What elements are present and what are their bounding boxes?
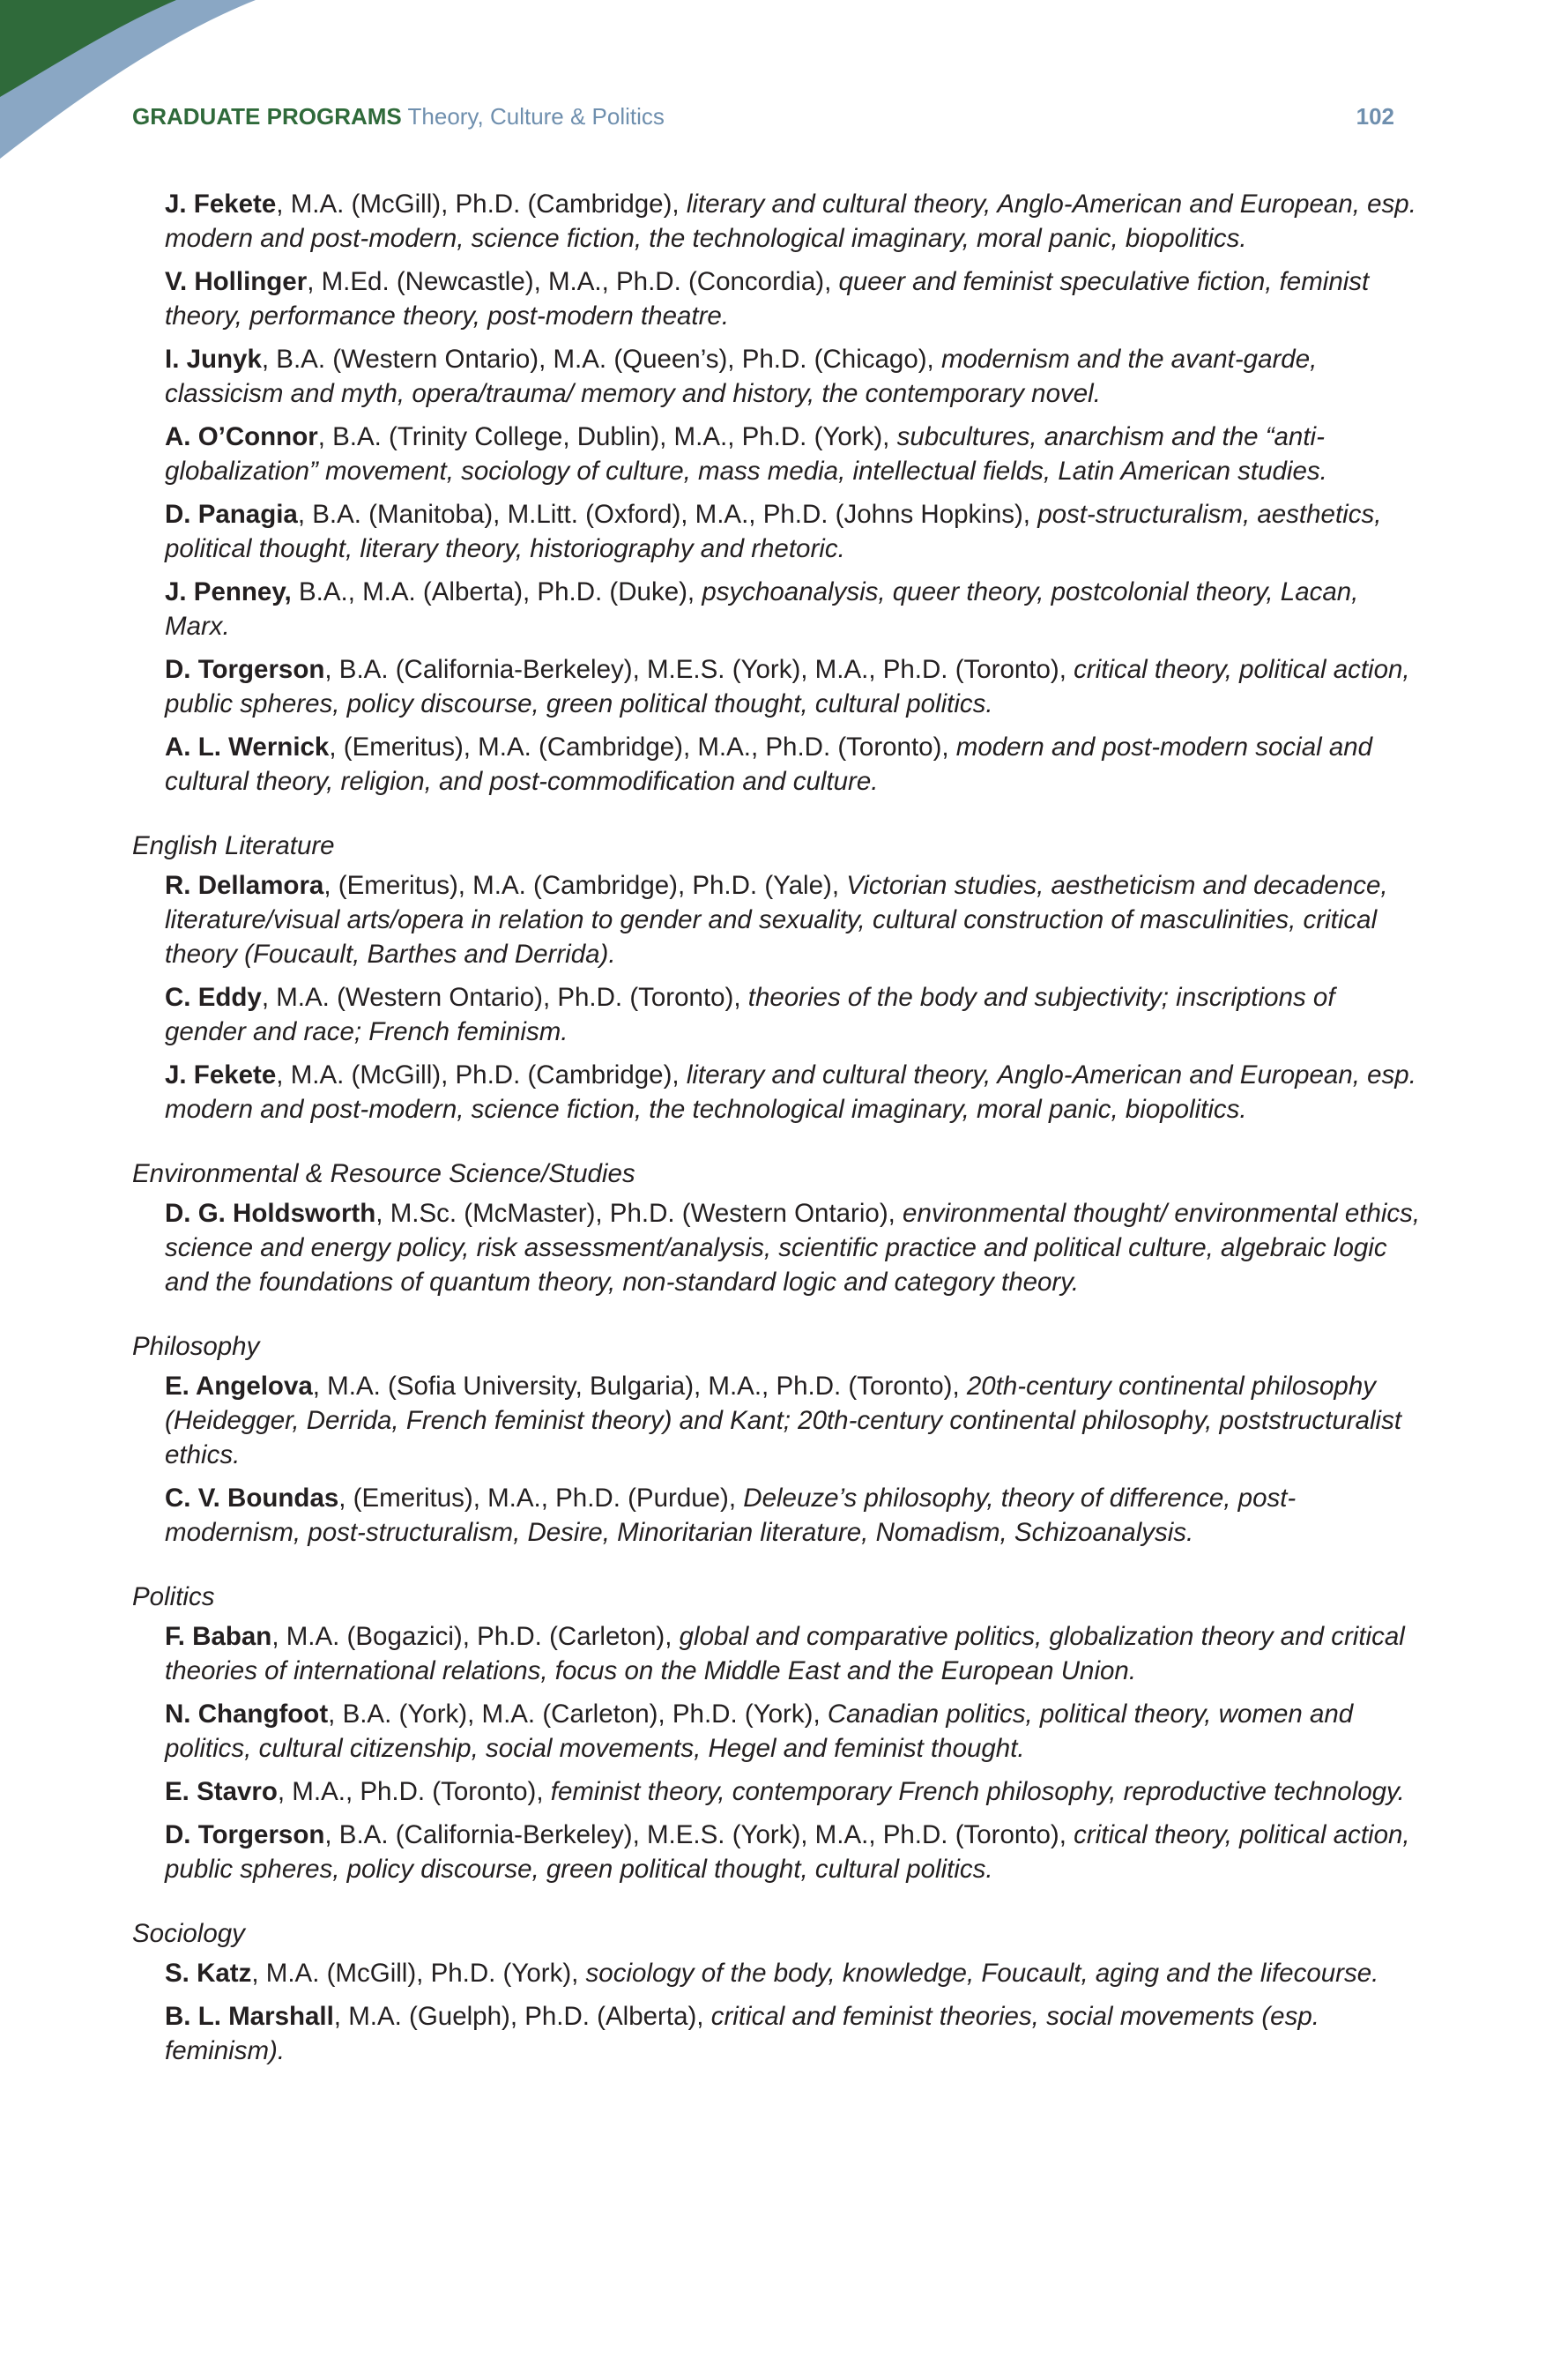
separator: , (312, 1372, 328, 1401)
faculty-credentials: M.Sc. (McMaster), Ph.D. (Western Ontario), (390, 1199, 903, 1228)
faculty-name: V. Hollinger (165, 267, 308, 296)
separator: , (277, 1777, 293, 1806)
research-interests: modern and post-modern social and cultural theory, religion, and post-commodification and culture. (165, 733, 1373, 796)
faculty-name: J. Penney, (165, 577, 292, 606)
faculty-name: C. V. Boundas (165, 1484, 339, 1513)
research-interests: critical theory, political action, public spheres, policy discourse, green political thought, cultural politics. (165, 1820, 1410, 1884)
faculty-credentials: M.A. (Sofia University, Bulgaria), M.A., Ph.D. (Toronto), (327, 1372, 967, 1401)
faculty-credentials: M.A., Ph.D. (Toronto), (292, 1777, 551, 1806)
research-interests: sociology of the body, knowledge, Foucault, aging and the lifecourse. (585, 1959, 1379, 1988)
separator: , (329, 733, 344, 762)
separator: , (276, 1060, 291, 1090)
faculty-entry (165, 1956, 1421, 1990)
faculty-credentials: M.Ed. (Newcastle), M.A., Ph.D. (Concordia), (321, 267, 839, 296)
faculty-entry (165, 1999, 1421, 2068)
separator: , (328, 1699, 343, 1729)
section-heading: Politics (132, 1582, 215, 1611)
faculty-credentials: (Emeritus), M.A. (Cambridge), Ph.D. (Yale), (338, 871, 847, 900)
research-interests: 20th-century continental philosophy (Heidegger, Derrida, French feminist theory) and Kant; 20th-century continental philosophy, poststructuralist ethics. (165, 1372, 1402, 1469)
faculty-name: B. L. Marshall (165, 2002, 334, 2031)
faculty-credentials: M.A. (McGill), Ph.D. (York), (265, 1959, 586, 1988)
research-interests: critical theory, political action, public spheres, policy discourse, green political thought, cultural politics. (165, 655, 1410, 718)
research-interests: psychoanalysis, queer theory, postcolonial theory, Lacan, Marx. (165, 577, 1359, 641)
faculty-name: D. Torgerson (165, 1820, 325, 1849)
faculty-credentials: M.A. (Bogazici), Ph.D. (Carleton), (286, 1622, 680, 1651)
research-interests: queer and feminist speculative fiction, feminist theory, performance theory, post-modern theatre. (165, 267, 1370, 331)
faculty-name: J. Fekete (165, 1060, 277, 1090)
faculty-entry (165, 1058, 1421, 1127)
separator: , (324, 1820, 339, 1849)
research-interests: feminist theory, contemporary French philosophy, reproductive technology. (550, 1777, 1405, 1806)
separator: , (375, 1199, 390, 1228)
research-interests: literary and cultural theory, Anglo-American and European, esp. modern and post-modern, science fiction, the technological imaginary, moral panic, biopolitics. (165, 190, 1416, 253)
faculty-entry (165, 1619, 1421, 1688)
header-subtitle: Theory, Culture & Politics (407, 103, 665, 130)
separator: , (276, 190, 291, 219)
separator: , (317, 422, 333, 451)
faculty-credentials: M.A. (McGill), Ph.D. (Cambridge), (290, 1060, 687, 1090)
faculty-entry (165, 264, 1421, 333)
faculty-name: D. Panagia (165, 500, 298, 529)
section (132, 187, 1421, 799)
section (132, 1157, 1421, 1299)
separator: , (297, 500, 313, 529)
faculty-credentials: M.A. (Western Ontario), Ph.D. (Toronto), (276, 983, 748, 1012)
faculty-credentials: B.A. (California-Berkeley), M.E.S. (York), M.A., Ph.D. (Toronto), (338, 1820, 1074, 1849)
section (132, 1329, 1421, 1550)
faculty-name: A. O’Connor (165, 422, 318, 451)
faculty-name: S. Katz (165, 1959, 252, 1988)
research-interests: Victorian studies, aestheticism and decadence, literature/visual arts/opera in relation to gender and sexuality, cultural construction of masculinities, critical theory (Foucault, Barthes and Derrida). (165, 871, 1388, 969)
faculty-entry (165, 1697, 1421, 1766)
section-heading: English Literature (132, 831, 335, 860)
faculty-credentials: B.A. (York), M.A. (Carleton), Ph.D. (York), (342, 1699, 828, 1729)
faculty-credentials: B.A. (Western Ontario), M.A. (Queen’s), Ph.D. (Chicago), (276, 345, 941, 374)
faculty-name: C. Eddy (165, 983, 262, 1012)
faculty-credentials: (Emeritus), M.A. (Cambridge), M.A., Ph.D. (Toronto), (343, 733, 956, 762)
faculty-entry (165, 1369, 1421, 1472)
section-heading: Environmental & Resource Science/Studies (132, 1159, 635, 1188)
research-interests: literary and cultural theory, Anglo-American and European, esp. modern and post-modern, science fiction, the technological imaginary, moral panic, biopolitics. (165, 1060, 1416, 1124)
faculty-entry (165, 1481, 1421, 1550)
separator: , (333, 2002, 349, 2031)
separator: , (271, 1622, 286, 1651)
faculty-credentials: M.A. (McGill), Ph.D. (Cambridge), (290, 190, 687, 219)
research-interests: global and comparative politics, globalization theory and critical theories of international relations, focus on the Middle East and the European Union. (165, 1622, 1405, 1685)
faculty-entry (165, 497, 1421, 566)
header-title (132, 99, 665, 134)
faculty-listing (132, 187, 1421, 2098)
faculty-name: D. G. Holdsworth (165, 1199, 376, 1228)
faculty-credentials: B.A., M.A. (Alberta), Ph.D. (Duke), (298, 577, 702, 606)
section-heading: Philosophy (132, 1332, 260, 1361)
faculty-entry (165, 980, 1421, 1049)
faculty-entry (165, 187, 1421, 256)
separator: , (323, 871, 338, 900)
faculty-entry (165, 420, 1421, 488)
research-interests: modernism and the avant-garde, classicism and myth, opera/trauma/ memory and history, the contemporary novel. (165, 345, 1318, 408)
section (132, 829, 1421, 1127)
separator (292, 577, 299, 606)
faculty-entry (165, 652, 1421, 721)
faculty-name: J. Fekete (165, 190, 277, 219)
separator: , (324, 655, 339, 684)
faculty-credentials: (Emeritus), M.A., Ph.D. (Purdue), (353, 1484, 744, 1513)
header-programs: GRADUATE PROGRAMS (132, 103, 402, 130)
research-interests: critical and feminist theories, social movements (esp. feminism). (165, 2002, 1319, 2065)
faculty-entry (165, 1196, 1421, 1299)
faculty-credentials: B.A. (Trinity College, Dublin), M.A., Ph.D. (York), (332, 422, 897, 451)
faculty-name: D. Torgerson (165, 655, 325, 684)
faculty-credentials: B.A. (California-Berkeley), M.E.S. (York), M.A., Ph.D. (Toronto), (338, 655, 1074, 684)
page-number: 102 (1356, 103, 1394, 130)
research-interests: post-structuralism, aesthetics, political thought, literary theory, historiography and rhetoric. (165, 500, 1382, 563)
faculty-name: N. Changfoot (165, 1699, 329, 1729)
separator: , (307, 267, 322, 296)
faculty-name: E. Angelova (165, 1372, 313, 1401)
faculty-entry (165, 730, 1421, 799)
research-interests: environmental thought/ environmental ethics, science and energy policy, risk assessment/analysis, scientific practice and political culture, algebraic logic and the foundations of quantum theory, non-standard logic and category theory. (165, 1199, 1421, 1297)
section-heading: Sociology (132, 1919, 245, 1948)
faculty-name: I. Junyk (165, 345, 262, 374)
section (132, 1580, 1421, 1886)
faculty-name: A. L. Wernick (165, 733, 330, 762)
faculty-entry (165, 1774, 1421, 1809)
faculty-credentials: M.A. (Guelph), Ph.D. (Alberta), (348, 2002, 711, 2031)
faculty-credentials: B.A. (Manitoba), M.Litt. (Oxford), M.A., Ph.D. (Johns Hopkins), (312, 500, 1038, 529)
research-interests: Canadian politics, political theory, women and politics, cultural citizenship, social movements, Hegel and feminist thought. (165, 1699, 1354, 1763)
faculty-entry (165, 575, 1421, 643)
page-header (132, 99, 1394, 134)
corner-decoration (0, 0, 256, 176)
separator: , (338, 1484, 353, 1513)
research-interests: subcultures, anarchism and the “anti-globalization” movement, sociology of culture, mass media, intellectual fields, Latin American studies. (165, 422, 1327, 486)
faculty-entry (165, 868, 1421, 971)
research-interests: Deleuze’s philosophy, theory of difference, post-modernism, post-structuralism, Desire, Minoritarian literature, Nomadism, Schizoanalysis. (165, 1484, 1297, 1547)
separator: , (261, 983, 277, 1012)
separator: , (251, 1959, 266, 1988)
separator: , (261, 345, 277, 374)
faculty-entry (165, 1818, 1421, 1886)
research-interests: theories of the body and subjectivity; inscriptions of gender and race; French feminism. (165, 983, 1335, 1046)
faculty-name: E. Stavro (165, 1777, 278, 1806)
faculty-name: R. Dellamora (165, 871, 324, 900)
faculty-entry (165, 342, 1421, 411)
section (132, 1916, 1421, 2068)
faculty-name: F. Baban (165, 1622, 272, 1651)
